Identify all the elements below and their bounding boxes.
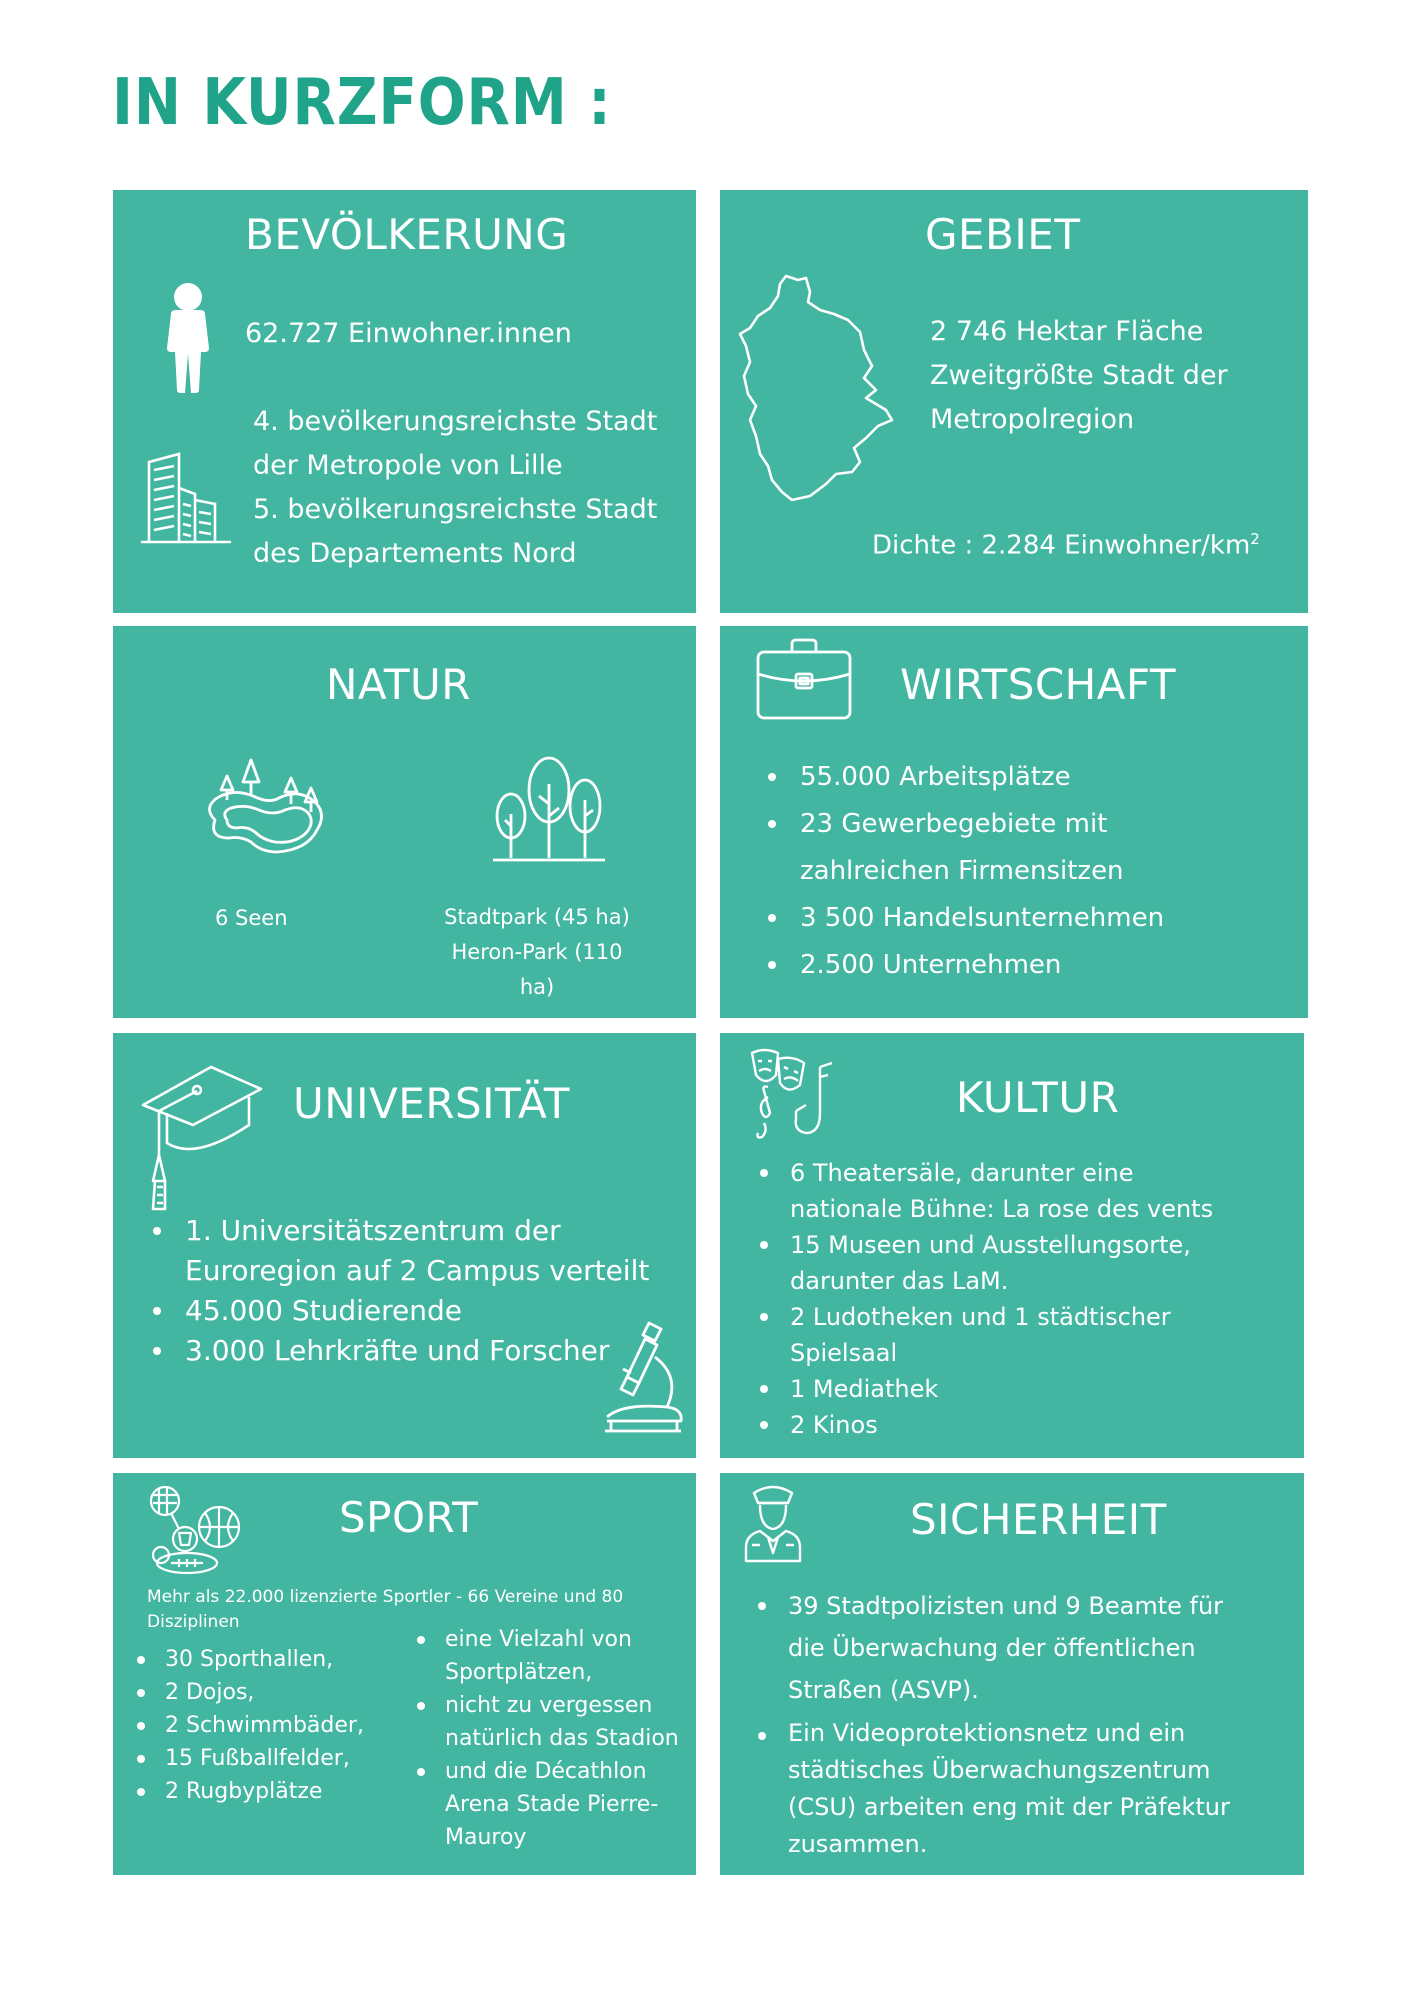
list-item: 2 Schwimmbäder, <box>135 1709 395 1742</box>
card-natur <box>113 626 696 1018</box>
sport-intro: Mehr als 22.000 lizenzierte Sportler - 66 Vereine und 80 Disziplinen <box>147 1587 624 1632</box>
list-item: 2 Rugbyplätze <box>135 1775 395 1808</box>
parks-label <box>432 900 642 1005</box>
buildings-icon <box>139 452 233 544</box>
rank-line: 5. bevölkerungsreichste Stadt <box>253 494 658 525</box>
list-item: 2.500 Unternehmen <box>764 942 1184 989</box>
list-item: 1. Universitätszentrum der Euroregion auf 2 Campus verteilt <box>147 1211 667 1291</box>
card-sicherheit <box>720 1473 1304 1875</box>
list-item: 30 Sporthallen, <box>135 1643 395 1676</box>
card-title: UNIVERSITÄT <box>293 1079 571 1128</box>
rank-line: des Departements Nord <box>253 538 577 569</box>
card-title: SICHERHEIT <box>910 1495 1167 1544</box>
list-item: eine Vielzahl von Sportplätzen, <box>415 1623 685 1689</box>
list-item: 45.000 Studierende <box>147 1291 667 1331</box>
microscope-icon <box>603 1321 683 1433</box>
sport-left-list <box>135 1643 395 1808</box>
briefcase-icon <box>756 638 852 720</box>
city-map-outline-icon <box>736 270 906 510</box>
card-bevoelkerung <box>113 190 696 613</box>
rank-line: 4. bevölkerungsreichste Stadt <box>253 406 658 437</box>
list-item: 55.000 Arbeitsplätze <box>764 754 1184 801</box>
security-list <box>754 1585 1254 1863</box>
area-line: Zweitgrößte Stadt der <box>930 360 1228 391</box>
card-title: BEVÖLKERUNG <box>245 210 569 259</box>
list-item: nicht zu vergessen natürlich das Stadion <box>415 1689 685 1755</box>
rank-line: der Metropole von Lille <box>253 450 563 481</box>
card-title: GEBIET <box>925 210 1081 259</box>
card-sport <box>113 1473 696 1875</box>
list-item: 1 Mediathek <box>756 1371 1226 1407</box>
person-icon <box>163 282 213 394</box>
park-line: Stadtpark (45 ha) <box>444 905 630 929</box>
sports-balls-icon <box>149 1483 241 1575</box>
card-wirtschaft <box>720 626 1308 1018</box>
graduation-cap-icon <box>141 1063 265 1213</box>
list-item: und die Décathlon Arena Stade Pierre-Mauroy <box>415 1755 685 1854</box>
list-item: 23 Gewerbegebiete mit zahlreichen Firmensitzen <box>764 801 1184 895</box>
area-line: 2 746 Hektar Fläche <box>930 316 1204 347</box>
list-item: Ein Videoprotektionsnetz und ein städtisches Überwachungszentrum (CSU) arbeiten eng mit der Präfektur zusammen. <box>754 1715 1254 1863</box>
lake-icon <box>199 754 327 874</box>
lakes-label: 6 Seen <box>215 906 288 930</box>
card-title: SPORT <box>339 1493 479 1542</box>
theater-music-icon <box>748 1047 844 1147</box>
inhabitants-count: 62.727 Einwohner.innen <box>245 318 572 349</box>
list-item: 2 Dojos, <box>135 1676 395 1709</box>
university-list <box>147 1211 667 1371</box>
density <box>872 530 1260 561</box>
list-item: 15 Museen und Ausstellungsorte, darunter das LaM. <box>756 1227 1226 1299</box>
list-item: 3 500 Handelsunternehmen <box>764 895 1184 942</box>
trees-icon <box>491 754 607 870</box>
list-item: 39 Stadtpolizisten und 9 Beamte für die Überwachung der öffentlichen Straßen (ASVP). <box>754 1585 1254 1711</box>
list-item: 2 Kinos <box>756 1407 1226 1443</box>
card-kultur <box>720 1033 1304 1458</box>
park-line: Heron-Park (110 ha) <box>451 940 623 999</box>
page-title: IN KURZFORM : <box>112 66 612 140</box>
population-rank <box>253 400 657 576</box>
card-title: KULTUR <box>956 1073 1120 1122</box>
card-title: NATUR <box>326 660 471 709</box>
economy-list <box>764 754 1184 989</box>
list-item: 15 Fußballfelder, <box>135 1742 395 1775</box>
area-lines <box>930 310 1228 442</box>
list-item: 3.000 Lehrkräfte und Forscher <box>147 1331 667 1371</box>
sport-right-list <box>415 1623 685 1854</box>
police-officer-icon <box>742 1481 804 1563</box>
card-gebiet <box>720 190 1308 613</box>
area-line: Metropolregion <box>930 404 1135 435</box>
list-item: 6 Theatersäle, darunter eine nationale Bühne: La rose des vents <box>756 1155 1226 1227</box>
culture-list <box>756 1155 1226 1443</box>
density-sup: 2 <box>1250 530 1260 548</box>
card-universitaet <box>113 1033 696 1458</box>
card-title: WIRTSCHAFT <box>900 660 1177 709</box>
list-item: 2 Ludotheken und 1 städtischer Spielsaal <box>756 1299 1226 1371</box>
density-text: Dichte : 2.284 Einwohner/km <box>872 530 1251 561</box>
